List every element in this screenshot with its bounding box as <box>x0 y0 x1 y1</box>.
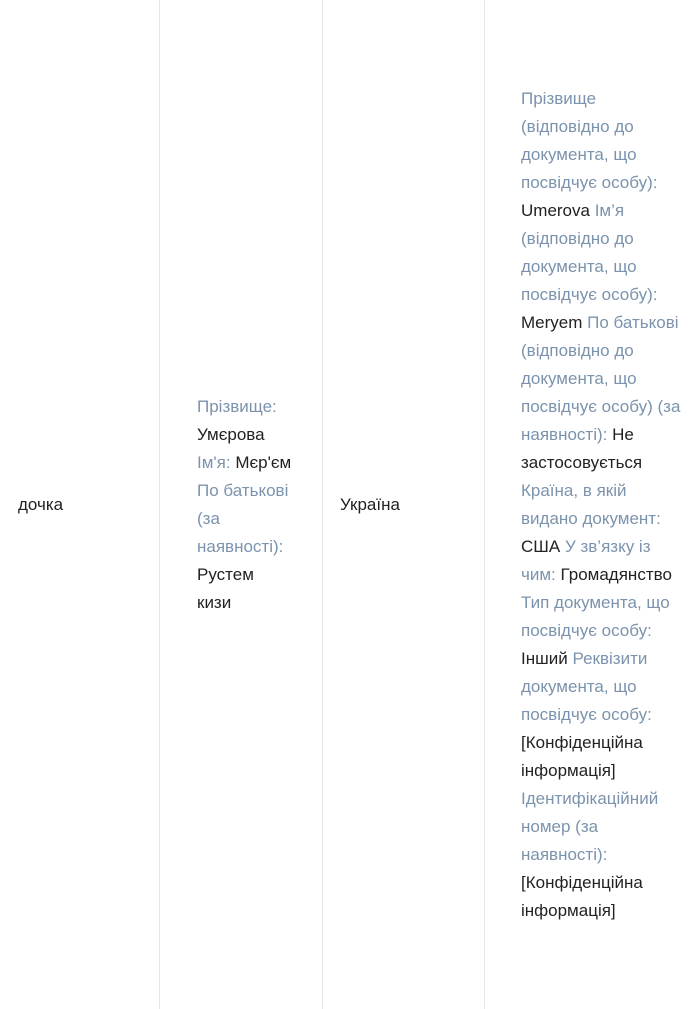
relation-cell <box>0 0 160 1009</box>
identity-document-block <box>521 85 683 925</box>
doc-name-label: Ім’я (відповідно до документа, що посвідчує особу): <box>521 200 658 304</box>
identity-document-cell <box>485 0 693 1009</box>
surname-label: Прізвище: <box>197 396 277 416</box>
doc-details-label: Реквізити документа, що посвідчує особу: <box>521 648 652 724</box>
id-number-label: Ідентифікаційний номер (за наявності): <box>521 788 659 864</box>
citizenship-cell <box>323 0 485 1009</box>
name-label: Ім'я: <box>197 452 231 472</box>
patronymic-value: Рустем кизи <box>197 564 254 612</box>
doc-name-value: Meryem <box>521 312 583 332</box>
person-name-cell <box>160 0 323 1009</box>
doc-surname-label: Прізвище (відповідно до документа, що посвідчує особу): <box>521 88 658 192</box>
citizenship-value: Україна <box>340 494 400 514</box>
doc-surname-value: Umerova <box>521 200 590 220</box>
doc-type-value: Інший <box>521 648 568 668</box>
issuing-country-value: США <box>521 536 561 556</box>
surname-value: Умєрова <box>197 424 265 444</box>
person-name-block <box>197 393 292 617</box>
patronymic-label: По батькові (за наявності): <box>197 480 289 556</box>
doc-type-label: Тип документа, що посвідчує особу: <box>521 592 670 640</box>
doc-patronymic-label: По батькові (відповідно до документа, що посвідчує особу) (за наявності): <box>521 312 681 444</box>
reason-value: Громадянство <box>560 564 672 584</box>
name-value: Мєр'єм <box>235 452 292 472</box>
id-number-value: [Конфіденційна інформація] <box>521 872 643 920</box>
reason-label: У зв’язку із чим: <box>521 536 651 584</box>
relation-value: дочка <box>18 494 64 514</box>
doc-details-value: [Конфіденційна інформація] <box>521 732 643 780</box>
doc-patronymic-value: Не застосовується <box>521 424 643 472</box>
issuing-country-label: Країна, в якій видано документ: <box>521 480 661 528</box>
